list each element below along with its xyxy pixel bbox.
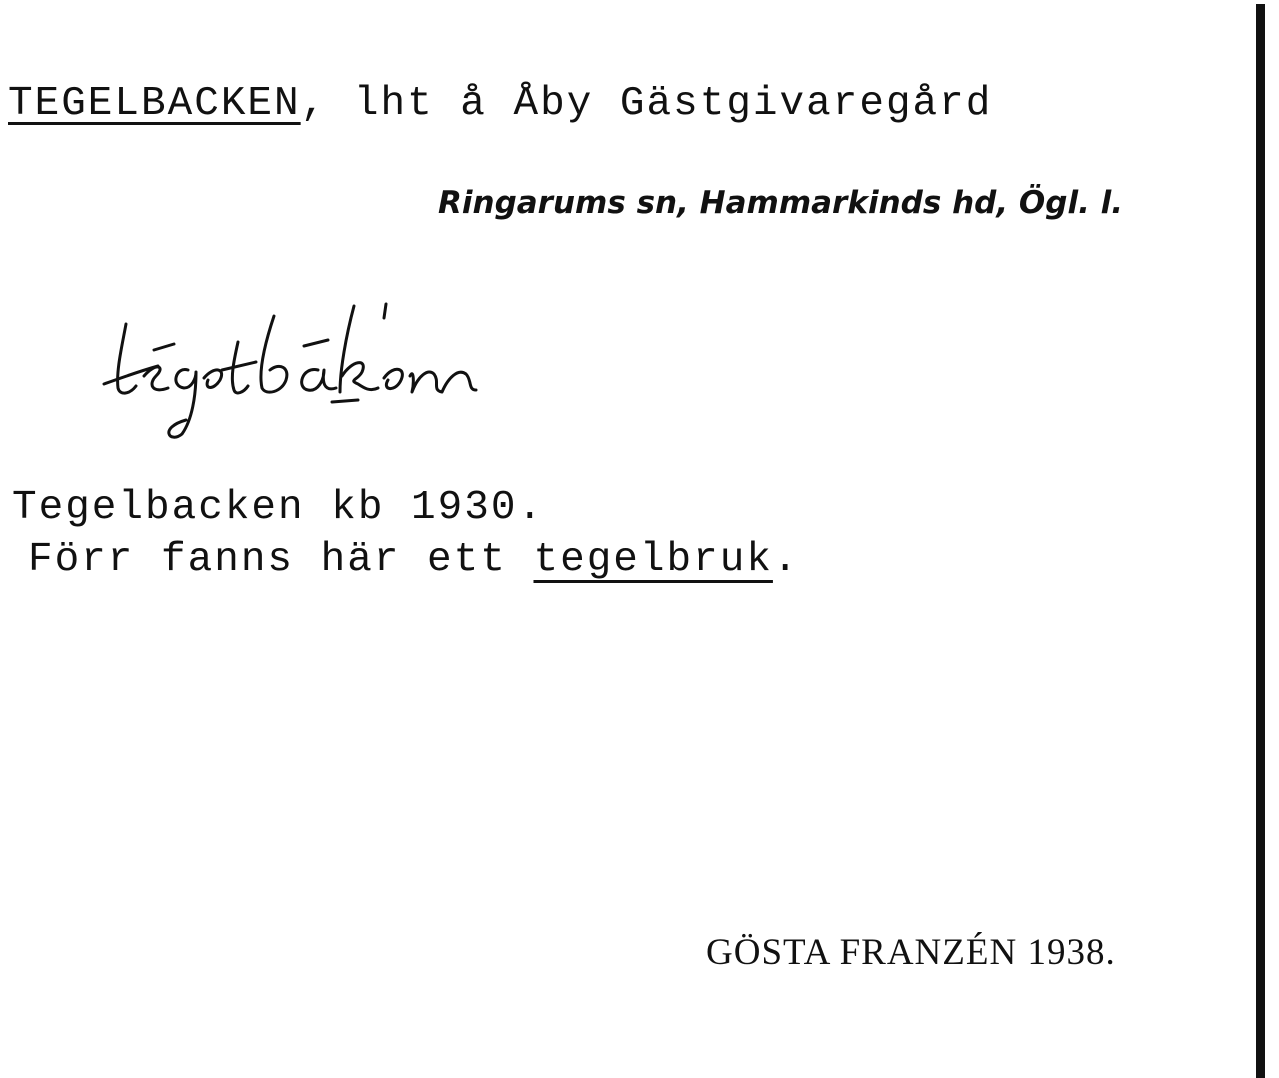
note-line-2-prefix: Förr fanns här ett: [28, 537, 534, 583]
card-heading: [8, 81, 993, 127]
place-name: TEGELBACKEN: [8, 81, 301, 127]
handwritten-pronunciation: [96, 296, 546, 456]
parish-line: Ringarums sn, Hammarkinds hd, Ögl. l.: [438, 185, 1124, 221]
note-line-1: Tegelbacken kb 1930.: [12, 485, 545, 531]
note-line-2-suffix: .: [772, 537, 800, 583]
author-signature: GÖSTA FRANZÉN 1938.: [706, 932, 1116, 973]
note-line-2: [28, 537, 800, 583]
place-description: , lht å Åby Gästgivaregård: [300, 81, 993, 127]
note-line-2-underlined-word: tegelbruk: [533, 537, 773, 583]
card-edge-border: [1256, 4, 1265, 1078]
